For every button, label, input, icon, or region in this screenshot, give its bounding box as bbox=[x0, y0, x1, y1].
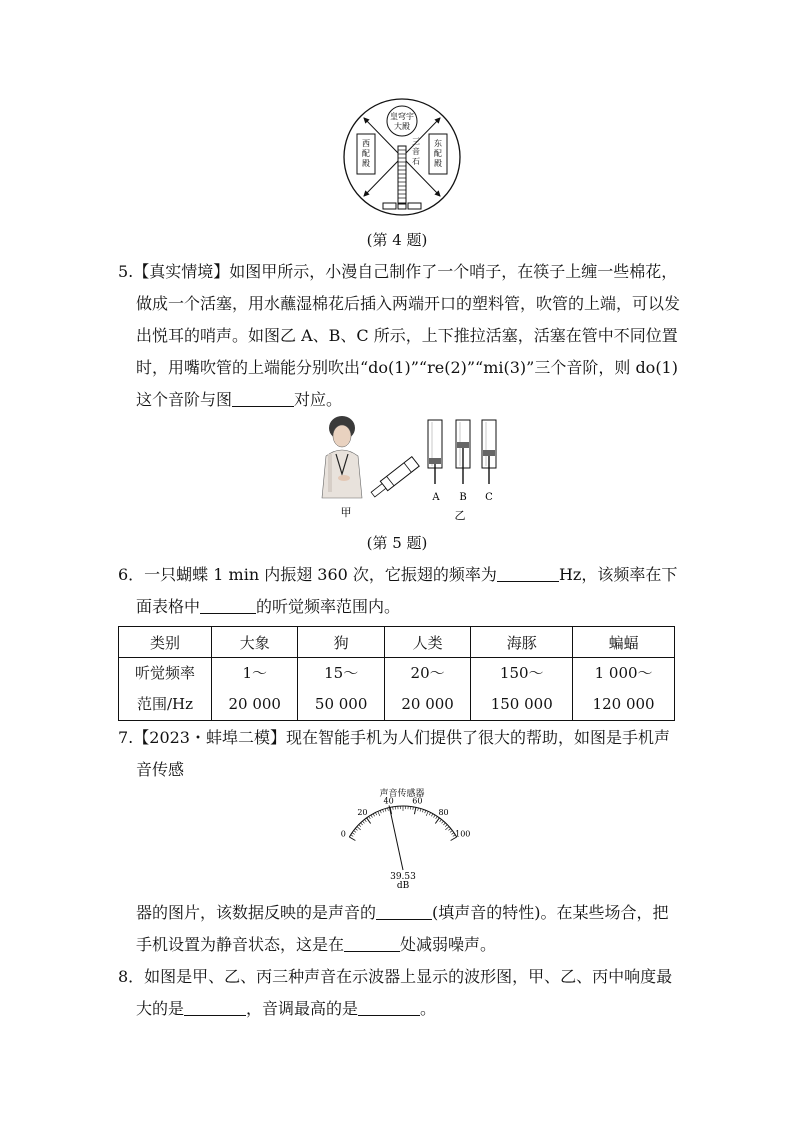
gauge-tick bbox=[383, 809, 384, 812]
gauge-needle bbox=[389, 806, 403, 870]
fig4-sanyin-stone: 三音石 bbox=[412, 137, 420, 166]
q8-line2-pre: 大的是 bbox=[136, 999, 185, 1018]
q6-line2-pre: 面表格中 bbox=[136, 597, 201, 616]
q7-line-2: 音传感 bbox=[136, 760, 185, 779]
gauge-tick bbox=[355, 828, 357, 830]
gauge-tick bbox=[434, 815, 436, 818]
q7-line-3 bbox=[136, 903, 669, 923]
q5-last-post: 对应。 bbox=[294, 390, 343, 409]
q8-line2-post: 。 bbox=[420, 999, 437, 1018]
sensor-title: 声音传感器 bbox=[379, 789, 425, 799]
gauge-tick-label: 60 bbox=[412, 796, 423, 806]
gauge-tick bbox=[420, 809, 421, 812]
sensor-unit: dB bbox=[396, 881, 410, 890]
gauge-tick bbox=[393, 807, 394, 810]
table-cell: 1～ 20 000 bbox=[212, 658, 298, 721]
figure-4-diagram bbox=[340, 96, 464, 218]
fig4-west-hall: 西配殿 bbox=[362, 139, 370, 168]
girl-photo-icon bbox=[322, 416, 362, 498]
gauge-tick bbox=[443, 823, 445, 825]
tube-label-a: A bbox=[432, 492, 440, 503]
q8-blank-loudness[interactable] bbox=[184, 999, 246, 1016]
table-header: 人类 bbox=[384, 627, 470, 658]
figure-4-caption: (第 4 题) bbox=[366, 231, 428, 249]
gauge-tick bbox=[369, 816, 371, 818]
table-header: 大象 bbox=[212, 627, 298, 658]
gauge-tick bbox=[445, 825, 447, 827]
table-cell: 15～ 50 000 bbox=[298, 658, 384, 721]
gauge-tick bbox=[373, 814, 374, 817]
gauge-tick-label: 100 bbox=[455, 829, 471, 839]
q5-line-1: 5.【真实情境】如图甲所示，小漫自己制作了一个哨子，在筷子上缠一些棉花， bbox=[118, 262, 678, 281]
q5-line-5 bbox=[136, 390, 342, 410]
table-header: 狗 bbox=[298, 627, 384, 658]
gauge-tick bbox=[450, 831, 452, 833]
gauge-tick-label: 80 bbox=[438, 808, 449, 818]
q5-answer-blank[interactable] bbox=[232, 390, 294, 407]
label-jia: 甲 bbox=[340, 506, 352, 519]
gauge-tick bbox=[445, 827, 449, 830]
q5-last-pre: 这个音阶与图 bbox=[136, 390, 233, 409]
q6-blank-frequency[interactable] bbox=[497, 565, 559, 582]
q7-line-1: 7.【2023・蚌埠二模】现在智能手机为人们提供了很大的帮助，如图是手机声 bbox=[118, 728, 670, 747]
gauge-tick bbox=[357, 827, 361, 830]
q8-blank-pitch[interactable] bbox=[358, 999, 420, 1016]
gauge-tick bbox=[380, 810, 381, 813]
gauge-tick bbox=[354, 831, 356, 833]
q7-blank-characteristic[interactable] bbox=[376, 903, 432, 920]
tube-label-c: C bbox=[485, 492, 493, 503]
table-cell: 20～ 20 000 bbox=[384, 658, 470, 721]
gauge-tick bbox=[385, 809, 386, 812]
gauge-tick bbox=[431, 814, 432, 817]
q7-line3-pre: 器的图片，该数据反映的是声音的 bbox=[136, 903, 377, 922]
gauge-tick bbox=[371, 815, 373, 818]
q8-line-1: 8．如图是甲、乙、丙三种声音在示波器上显示的波形图，甲、乙、丙中响度最 bbox=[118, 967, 673, 986]
figure-5-diagram bbox=[318, 414, 498, 524]
gauge-tick bbox=[351, 835, 354, 837]
hearing-frequency-table bbox=[118, 626, 675, 721]
gauge-tick bbox=[361, 823, 363, 825]
fig4-east-hall: 东配殿 bbox=[434, 139, 442, 168]
gauge-tick bbox=[425, 810, 426, 813]
figure-5-caption: (第 5 题) bbox=[366, 534, 428, 552]
table-cell: 150～ 150 000 bbox=[471, 658, 573, 721]
q6-line2-post: 的听觉频率范围内。 bbox=[256, 597, 401, 616]
gauge-tick bbox=[448, 828, 450, 830]
gauge-tick bbox=[413, 807, 414, 810]
gauge-tick-label: 40 bbox=[383, 796, 394, 806]
gauge-tick bbox=[422, 809, 423, 812]
gauge-tick bbox=[362, 821, 364, 823]
gauge-tick bbox=[442, 821, 444, 823]
sensor-reading: 39.53 bbox=[390, 872, 416, 882]
q5-line-2: 做成一个活塞，用水蘸湿棉花后插入两端开口的塑料管，吹管的上端，可以发 bbox=[136, 294, 681, 313]
table-cell: 1 000～ 120 000 bbox=[573, 658, 675, 721]
gauge-tick bbox=[349, 837, 355, 841]
fig4-top-label-1: 皇穹宇 bbox=[390, 112, 414, 121]
gauge-tick bbox=[440, 819, 442, 821]
label-yi: 乙 bbox=[454, 509, 466, 522]
table-header: 蝙蝠 bbox=[573, 627, 675, 658]
gauge-tick bbox=[418, 808, 419, 811]
q8-line-2 bbox=[136, 999, 436, 1019]
gauge-tick bbox=[429, 812, 430, 815]
gauge-tick bbox=[375, 812, 376, 815]
gauge-tick bbox=[451, 833, 453, 835]
table-row-label: 听觉频率 范围/Hz bbox=[119, 658, 212, 721]
q7-line4-pre: 手机设置为静音状态，这是在 bbox=[136, 935, 345, 954]
gauge-tick bbox=[378, 811, 380, 816]
q7-blank-location[interactable] bbox=[344, 935, 400, 952]
table-header: 海豚 bbox=[471, 627, 573, 658]
q6-line-2 bbox=[136, 597, 400, 617]
q7-line4-post: 处减弱噪声。 bbox=[400, 935, 497, 954]
q7-line3-post: (填声音的特性)。在某些场合，把 bbox=[432, 903, 669, 922]
gauge-tick bbox=[414, 807, 415, 814]
gauge-tick-label: 20 bbox=[357, 808, 368, 818]
sound-sensor-gauge bbox=[326, 786, 486, 890]
gauge-tick bbox=[364, 819, 366, 821]
q6-blank-animal[interactable] bbox=[200, 597, 256, 614]
q5-line-3: 出悦耳的哨声。如图乙 A、B、C 所示，上下推拉活塞，活塞在管中不同位置 bbox=[136, 326, 678, 345]
table-header: 类别 bbox=[119, 627, 212, 658]
q6-line1-post: Hz，该频率在下 bbox=[558, 565, 678, 584]
q6-line1-pre: 6．一只蝴蝶 1 min 内振翅 360 次，它振翅的频率为 bbox=[118, 565, 497, 584]
gauge-tick bbox=[436, 816, 438, 818]
gauge-tick bbox=[426, 811, 428, 816]
q7-line-4 bbox=[136, 935, 496, 955]
q6-line-1 bbox=[118, 565, 677, 585]
q5-line-4: 时，用嘴吹管的上端能分别吹出“do(1)”“re(2)”“mi(3)”三个音阶，则 do(1) bbox=[136, 358, 678, 377]
gauge-tick bbox=[388, 808, 389, 811]
gauge-tick bbox=[359, 825, 361, 827]
q8-line2-mid: ，音调最高的是 bbox=[246, 999, 359, 1018]
tube-label-b: B bbox=[459, 492, 467, 503]
gauge-tick bbox=[352, 833, 354, 835]
fig4-top-label-2: 大殿 bbox=[394, 122, 410, 131]
gauge-tick-label: 0 bbox=[340, 829, 346, 839]
